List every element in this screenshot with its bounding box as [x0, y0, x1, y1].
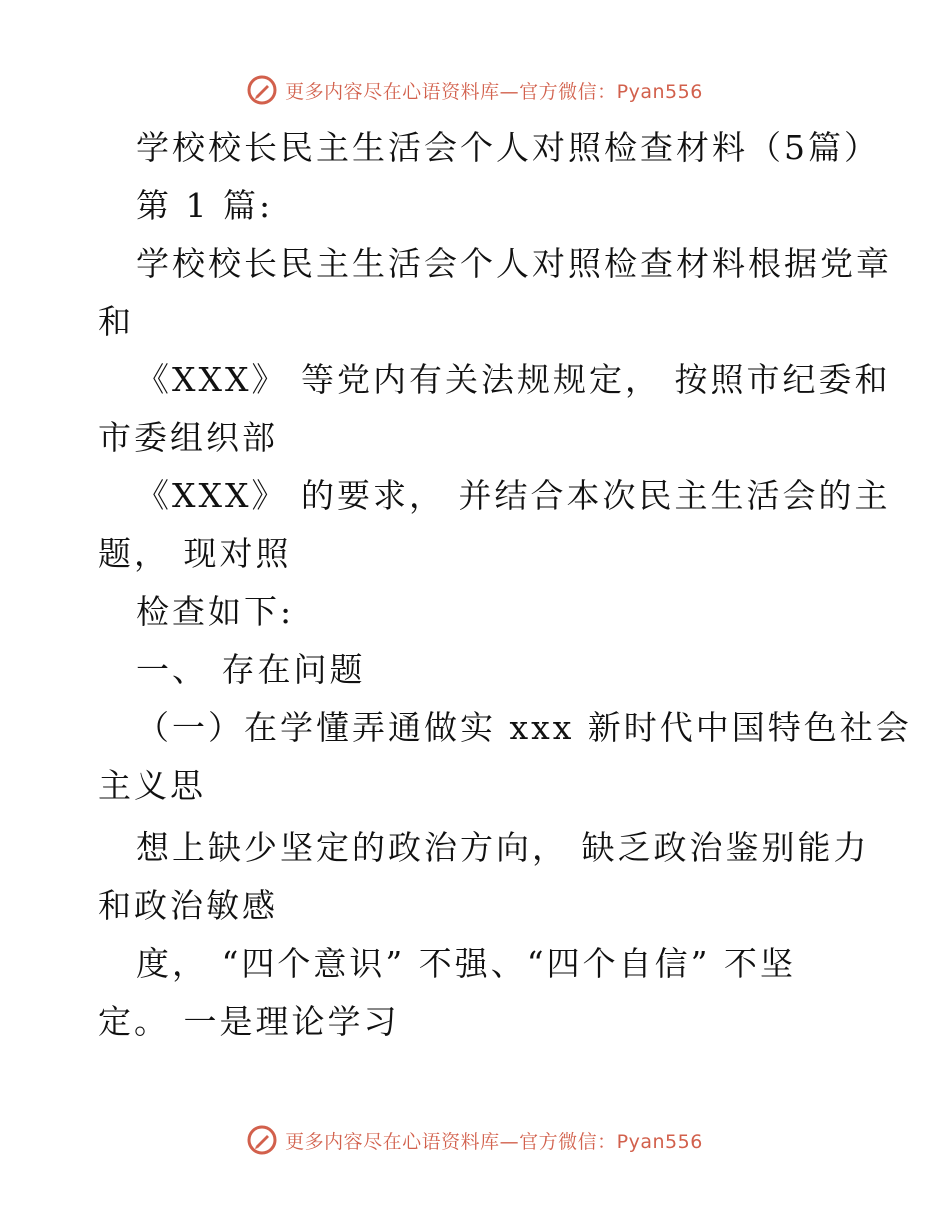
- paragraph-line: 题， 现对照: [98, 534, 292, 573]
- paragraph-line: 学校校长民主生活会个人对照检查材料根据党章: [136, 244, 892, 283]
- pen-circle-logo-icon: [247, 1125, 277, 1155]
- watermark-text: 更多内容尽在心语资料库—官方微信：Pyan556: [285, 80, 703, 103]
- header-watermark: [0, 70, 950, 110]
- paragraph-line: 和政治敏感: [98, 886, 278, 925]
- document-title: 学校校长民主生活会个人对照检查材料（5篇）: [136, 128, 880, 167]
- paragraph-line: 检查如下:: [136, 592, 295, 631]
- paragraph-line: 主义思: [98, 766, 206, 805]
- paragraph-line: 想上缺少坚定的政治方向， 缺乏政治鉴别能力: [136, 828, 870, 867]
- paragraph-line: 和: [98, 302, 134, 341]
- paragraph-line: 定。 一是理论学习: [98, 1002, 400, 1041]
- paragraph-line: 《XXX》 等党内有关法规规定， 按照市纪委和: [136, 360, 891, 399]
- pen-circle-logo-icon: [247, 75, 277, 105]
- paragraph-line: （一）在学懂弄通做实 xxx 新时代中国特色社会: [136, 708, 912, 747]
- paragraph-line: 度， “四个意识” 不强、“四个自信” 不坚: [136, 944, 796, 983]
- paragraph-line: 《XXX》 的要求， 并结合本次民主生活会的主: [136, 476, 891, 515]
- subsection-heading: 一、 存在问题: [136, 650, 366, 689]
- paragraph-line: 市委组织部: [98, 418, 278, 457]
- section-heading: 第 1 篇:: [136, 186, 274, 225]
- footer-watermark: [0, 1120, 950, 1160]
- watermark-text: 更多内容尽在心语资料库—官方微信：Pyan556: [285, 1130, 703, 1153]
